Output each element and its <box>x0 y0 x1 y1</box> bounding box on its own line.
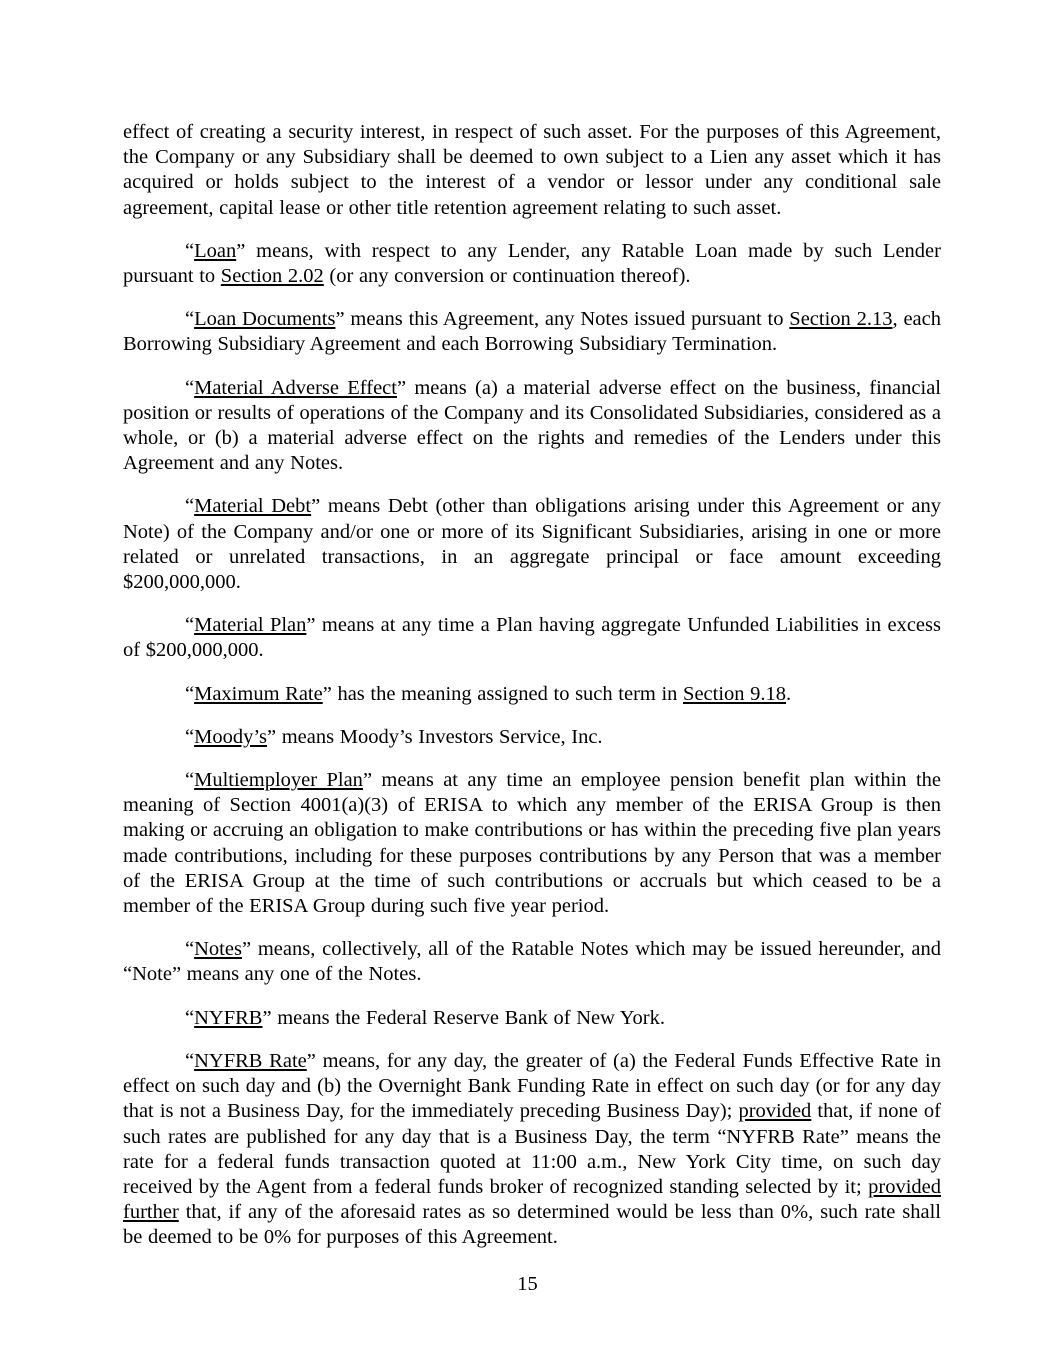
text-run: “ <box>185 1049 195 1072</box>
underlined-term: Multiemployer Plan <box>194 769 363 792</box>
underlined-term: Loan <box>194 239 237 262</box>
paragraph <box>123 1006 941 1031</box>
paragraph <box>123 120 941 221</box>
text-run: ” means the Federal Reserve Bank of New York. <box>262 1006 665 1029</box>
text-run: . <box>786 682 792 705</box>
paragraph <box>123 1049 941 1251</box>
document-body <box>123 120 941 1269</box>
text-run: “ <box>185 725 195 748</box>
paragraph <box>123 768 941 919</box>
text-run: ” means at any time an employee pension benefit plan within the meaning of Section 4001(a)(3) of ERISA to which any member of the ERISA Group is then making or accruing an obligation to make contributions or has within the preceding five plan years made contributions, including for these purposes contributions by any Person that was a member of the ERISA Group at the time of such contributions or accruals but which ceased to be a member of the ERISA Group during such five year period. <box>123 769 941 918</box>
underlined-term: provided <box>738 1100 812 1123</box>
underlined-term: NYFRB Rate <box>194 1049 307 1072</box>
paragraph <box>123 613 941 663</box>
text-run: effect of creating a security interest, in respect of such asset. For the purposes of this Agreement, the Company or any Subsidiary shall be deemed to own subject to a Lien any asset which it has acquired or holds subject to the interest of a vendor or lessor under any conditional sale agreement, capital lease or other title retention agreement relating to such asset. <box>123 121 941 219</box>
text-run: “ <box>185 938 195 961</box>
text-run: ” means this Agreement, any Notes issued pursuant to <box>335 308 790 331</box>
paragraph <box>123 307 941 357</box>
paragraph <box>123 376 941 477</box>
underlined-term: provided <box>868 1175 941 1198</box>
text-run: (or any conversion or continuation thereof). <box>323 265 691 288</box>
text-run: “ <box>185 614 195 637</box>
underlined-term: Section 9.18 <box>683 682 787 705</box>
text-run: ” means, collectively, all of the Ratable Notes which may be issued hereunder, and “Note” means any one of the Notes. <box>123 938 941 986</box>
text-run: ” has the meaning assigned to such term in <box>322 682 684 705</box>
text-run: ” means Debt (other than obligations arising under this Agreement or any Note) of the Company and/or one or more of its Significant Subsidiaries, arising in one or more related or unrelated transactions, in an aggregate principal or face amount exceeding $200,000,000. <box>123 495 941 594</box>
text-run: “ <box>185 1006 195 1029</box>
underlined-term: Moody’s <box>194 725 268 748</box>
text-run: “ <box>185 769 195 792</box>
underlined-term: Loan Documents <box>194 308 336 331</box>
underlined-term: NYFRB <box>194 1006 263 1029</box>
text-run: ” means, with respect to any Lender, any Ratable Loan made by such Lender pursuant to <box>123 239 941 288</box>
text-run: “ <box>185 308 195 331</box>
underlined-term: Section 2.02 <box>220 265 324 288</box>
paragraph <box>123 239 941 289</box>
text-run: “ <box>185 376 195 399</box>
underlined-term: Notes <box>194 938 242 961</box>
text-run: ” means, for any day, the greater of (a) the Federal Funds Effective Rate in effect on such day and (b) the Overnight Bank Funding Rate in effect on such day (or for any day that is not a Business Day, for the immediately preceding Business Day); <box>123 1049 941 1123</box>
page-number: 15 <box>517 1273 538 1295</box>
underlined-term: Maximum Rate <box>194 682 323 705</box>
text-run: ” means Moody’s Investors Service, Inc. <box>267 725 603 748</box>
text-run: “ <box>185 239 195 262</box>
text-run: “ <box>185 495 195 518</box>
text-run: “ <box>185 682 195 705</box>
paragraph <box>123 937 941 987</box>
underlined-term: Section 2.13 <box>789 308 893 331</box>
underlined-term: Material Adverse Effect <box>194 376 397 399</box>
text-run: ” means at any time a Plan having aggregate Unfunded Liabilities in excess of $200,000,000. <box>123 614 941 662</box>
paragraph <box>123 494 941 595</box>
text-run: , each Borrowing Subsidiary Agreement and each Borrowing Subsidiary Termination. <box>123 308 942 356</box>
text-run: that, if none of such rates are published for any day that is a Business Day, the term “NYFRB Rate” means the rate for a federal funds transaction quoted at 11:00 a.m., New York City time, on such day received by the Agent from a federal funds broker of recognized standing selected by it; <box>123 1100 941 1198</box>
text-run: that, if any of the aforesaid rates as so determined would be less than 0%, such rate shall be deemed to be 0% for purposes of this Agreement. <box>123 1201 941 1249</box>
paragraph <box>123 682 941 707</box>
paragraph <box>123 725 941 750</box>
underlined-term: Material Plan <box>194 614 307 637</box>
underlined-term: further <box>123 1201 179 1224</box>
underlined-term: Material Debt <box>194 495 312 518</box>
text-run: ” means (a) a material adverse effect on the business, financial position or results of operations of the Company and its Consolidated Subsidiaries, considered as a whole, or (b) a material adverse effect on the rights and remedies of the Lenders under this Agreement and any Notes. <box>123 376 941 475</box>
